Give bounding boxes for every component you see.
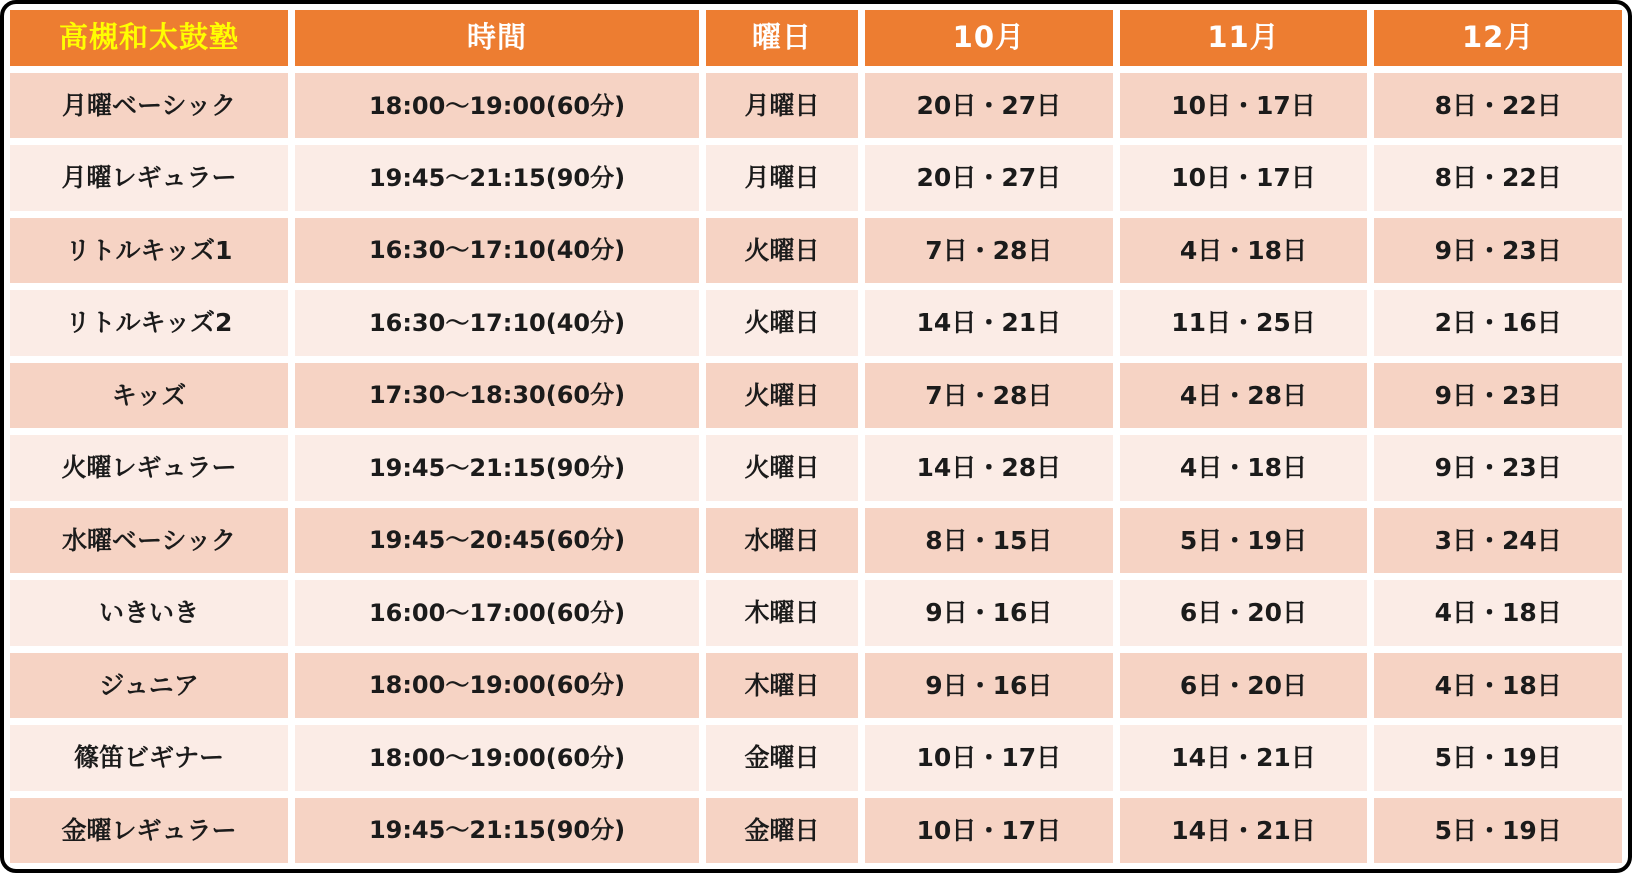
december-dates-cell: 9日・23日: [1374, 218, 1622, 283]
time-cell: 19:45～20:45(60分): [295, 508, 699, 573]
october-dates-cell: 20日・27日: [865, 145, 1113, 210]
october-dates-cell: 10日・17日: [865, 725, 1113, 790]
time-cell: 18:00～19:00(60分): [295, 653, 699, 718]
november-dates-cell: 10日・17日: [1120, 145, 1368, 210]
weekday-cell: 火曜日: [706, 363, 858, 428]
column-header-november: 11月: [1120, 10, 1368, 66]
class-name-cell: 月曜ベーシック: [10, 73, 288, 138]
class-name-cell: 篠笛ビギナー: [10, 725, 288, 790]
class-name-cell: いきいき: [10, 580, 288, 645]
column-header-december: 12月: [1374, 10, 1622, 66]
class-name-cell: 水曜ベーシック: [10, 508, 288, 573]
weekday-cell: 金曜日: [706, 798, 858, 863]
column-header-october: 10月: [865, 10, 1113, 66]
weekday-cell: 木曜日: [706, 580, 858, 645]
november-dates-cell: 11日・25日: [1120, 290, 1368, 355]
december-dates-cell: 9日・23日: [1374, 435, 1622, 500]
time-cell: 19:45～21:15(90分): [295, 145, 699, 210]
class-name-cell: リトルキッズ2: [10, 290, 288, 355]
october-dates-cell: 9日・16日: [865, 653, 1113, 718]
weekday-cell: 金曜日: [706, 725, 858, 790]
november-dates-cell: 6日・20日: [1120, 653, 1368, 718]
december-dates-cell: 8日・22日: [1374, 73, 1622, 138]
org-title: 高槻和太鼓塾: [10, 10, 288, 66]
weekday-cell: 月曜日: [706, 73, 858, 138]
time-cell: 18:00～19:00(60分): [295, 73, 699, 138]
class-name-cell: 金曜レギュラー: [10, 798, 288, 863]
november-dates-cell: 14日・21日: [1120, 725, 1368, 790]
october-dates-cell: 9日・16日: [865, 580, 1113, 645]
october-dates-cell: 7日・28日: [865, 218, 1113, 283]
column-header-weekday: 曜日: [706, 10, 858, 66]
weekday-cell: 水曜日: [706, 508, 858, 573]
october-dates-cell: 14日・21日: [865, 290, 1113, 355]
october-dates-cell: 10日・17日: [865, 798, 1113, 863]
time-cell: 17:30～18:30(60分): [295, 363, 699, 428]
time-cell: 16:00～17:00(60分): [295, 580, 699, 645]
class-name-cell: ジュニア: [10, 653, 288, 718]
december-dates-cell: 4日・18日: [1374, 653, 1622, 718]
november-dates-cell: 10日・17日: [1120, 73, 1368, 138]
column-header-time: 時間: [295, 10, 699, 66]
weekday-cell: 火曜日: [706, 290, 858, 355]
november-dates-cell: 6日・20日: [1120, 580, 1368, 645]
time-cell: 18:00～19:00(60分): [295, 725, 699, 790]
december-dates-cell: 9日・23日: [1374, 363, 1622, 428]
weekday-cell: 月曜日: [706, 145, 858, 210]
time-cell: 16:30～17:10(40分): [295, 218, 699, 283]
class-name-cell: 火曜レギュラー: [10, 435, 288, 500]
time-cell: 16:30～17:10(40分): [295, 290, 699, 355]
october-dates-cell: 7日・28日: [865, 363, 1113, 428]
november-dates-cell: 14日・21日: [1120, 798, 1368, 863]
schedule-table: [10, 10, 1622, 863]
december-dates-cell: 3日・24日: [1374, 508, 1622, 573]
weekday-cell: 木曜日: [706, 653, 858, 718]
time-cell: 19:45～21:15(90分): [295, 435, 699, 500]
weekday-cell: 火曜日: [706, 435, 858, 500]
december-dates-cell: 2日・16日: [1374, 290, 1622, 355]
weekday-cell: 火曜日: [706, 218, 858, 283]
november-dates-cell: 4日・28日: [1120, 363, 1368, 428]
december-dates-cell: 5日・19日: [1374, 798, 1622, 863]
december-dates-cell: 5日・19日: [1374, 725, 1622, 790]
class-name-cell: リトルキッズ1: [10, 218, 288, 283]
class-name-cell: キッズ: [10, 363, 288, 428]
october-dates-cell: 8日・15日: [865, 508, 1113, 573]
class-name-cell: 月曜レギュラー: [10, 145, 288, 210]
november-dates-cell: 5日・19日: [1120, 508, 1368, 573]
time-cell: 19:45～21:15(90分): [295, 798, 699, 863]
december-dates-cell: 4日・18日: [1374, 580, 1622, 645]
october-dates-cell: 20日・27日: [865, 73, 1113, 138]
november-dates-cell: 4日・18日: [1120, 218, 1368, 283]
november-dates-cell: 4日・18日: [1120, 435, 1368, 500]
october-dates-cell: 14日・28日: [865, 435, 1113, 500]
december-dates-cell: 8日・22日: [1374, 145, 1622, 210]
